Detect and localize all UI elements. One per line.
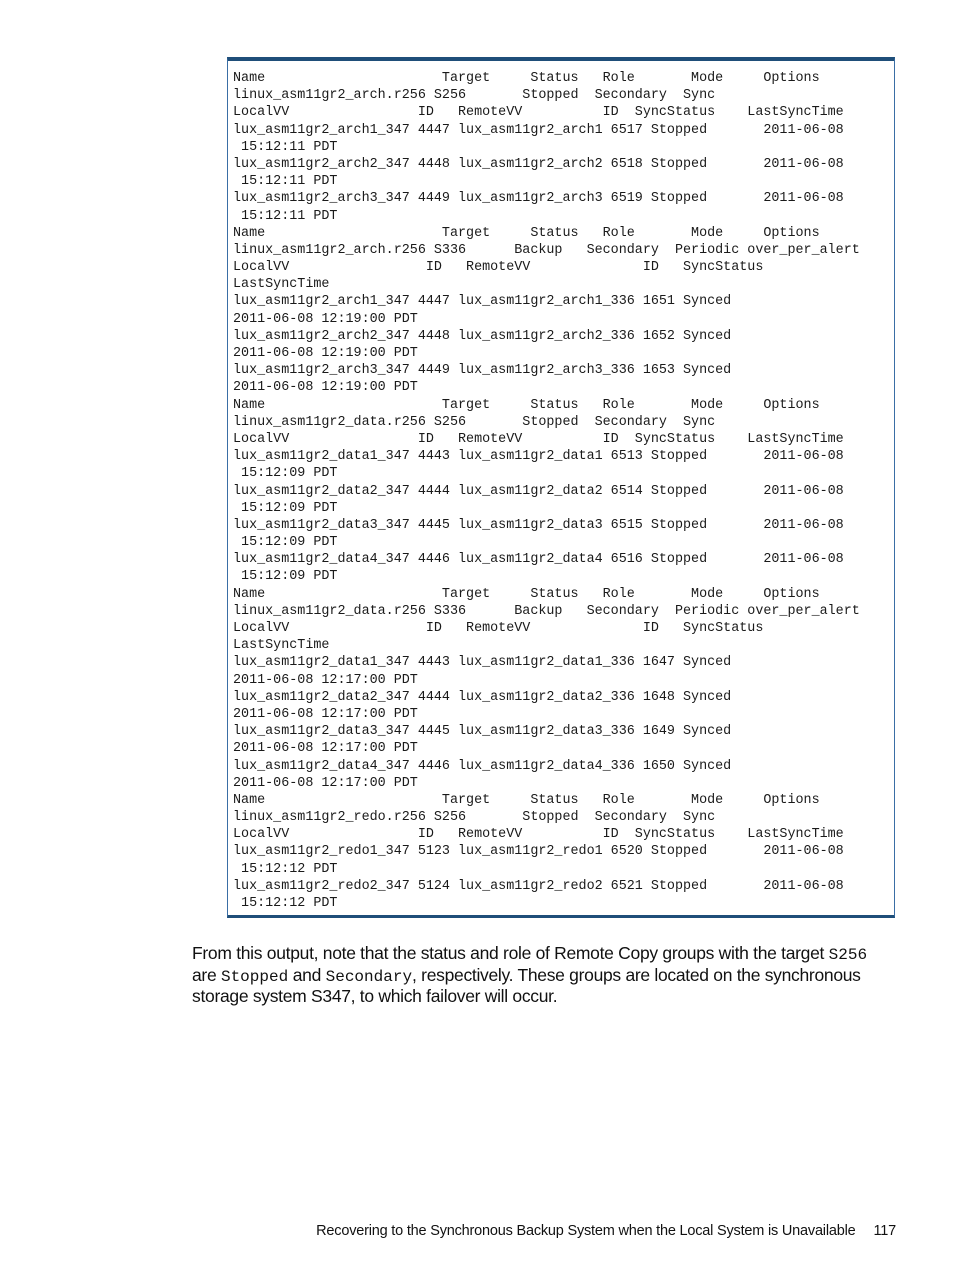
- page-number: 117: [873, 1223, 896, 1239]
- code-line: lux_asm11gr2_data4_347 4446 lux_asm11gr2_data4_336 1650 Synced: [233, 758, 732, 774]
- code-line: Name Target Status Role Mode Options: [233, 792, 820, 808]
- code-line: lux_asm11gr2_data1_347 4443 lux_asm11gr2_data1 6513 Stopped 2011-06-08: [233, 449, 844, 465]
- code-line: LastSyncTime: [233, 638, 330, 654]
- prose-text-2: are: [192, 964, 221, 985]
- footer-title: Recovering to the Synchronous Backup System when the Local System is Unavailable: [316, 1223, 856, 1239]
- code-line: lux_asm11gr2_redo2_347 5124 lux_asm11gr2_redo2 6521 Stopped 2011-06-08: [233, 878, 844, 894]
- page-footer: [316, 1223, 896, 1239]
- code-line: 15:12:09 PDT: [233, 466, 338, 482]
- code-line: Name Target Status Role Mode Options: [233, 586, 820, 602]
- code-line: 15:12:12 PDT: [233, 896, 338, 911]
- prose-text-1: From this output, note that the status and role of Remote Copy groups with the target: [192, 943, 829, 963]
- code-line: 2011-06-08 12:17:00 PDT: [233, 672, 418, 688]
- code-line: Name Target Status Role Mode Options: [233, 397, 820, 413]
- code-line: linux_asm11gr2_data.r256 S336 Backup Secondary Periodic over_per_alert: [233, 603, 860, 619]
- code-line: LocalVV ID RemoteVV ID SyncStatus: [233, 260, 764, 276]
- code-line: linux_asm11gr2_redo.r256 S256 Stopped Secondary Sync: [233, 810, 716, 826]
- code-line: linux_asm11gr2_arch.r256 S336 Backup Secondary Periodic over_per_alert: [233, 242, 860, 258]
- code-line: 2011-06-08 12:19:00 PDT: [233, 311, 418, 327]
- code-line: LocalVV ID RemoteVV ID SyncStatus LastSyncTime: [233, 827, 844, 843]
- code-output-box: [227, 57, 895, 918]
- code-line: Name Target Status Role Mode Options: [233, 71, 820, 86]
- code-line: lux_asm11gr2_data2_347 4444 lux_asm11gr2_data2 6514 Stopped 2011-06-08: [233, 483, 844, 499]
- code-line: 15:12:09 PDT: [233, 500, 338, 516]
- code-line: 2011-06-08 12:17:00 PDT: [233, 741, 418, 757]
- code-line: lux_asm11gr2_arch3_347 4449 lux_asm11gr2_arch3 6519 Stopped 2011-06-08: [233, 191, 844, 207]
- prose-text-4: , respectively. These groups are located on the synchronous storage system S347, to which failover will occur.: [192, 964, 861, 1007]
- code-line: linux_asm11gr2_arch.r256 S256 Stopped Secondary Sync: [233, 88, 716, 104]
- code-line: lux_asm11gr2_data3_347 4445 lux_asm11gr2_data3_336 1649 Synced: [233, 724, 732, 740]
- code-line: 2011-06-08 12:17:00 PDT: [233, 706, 418, 722]
- code-line: 2011-06-08 12:19:00 PDT: [233, 346, 418, 361]
- code-line: lux_asm11gr2_data3_347 4445 lux_asm11gr2_data3 6515 Stopped 2011-06-08: [233, 517, 844, 533]
- code-line: lux_asm11gr2_data2_347 4444 lux_asm11gr2_data2_336 1648 Synced: [233, 689, 732, 705]
- cli-output: [233, 70, 860, 912]
- status-code: Stopped: [220, 967, 289, 986]
- code-line: lux_asm11gr2_arch3_347 4449 lux_asm11gr2_arch3_336 1653 Synced: [233, 363, 732, 379]
- code-line: linux_asm11gr2_data.r256 S256 Stopped Secondary Sync: [233, 414, 716, 430]
- code-line: 2011-06-08 12:17:00 PDT: [233, 775, 418, 791]
- code-line: LocalVV ID RemoteVV ID SyncStatus: [233, 621, 764, 636]
- code-line: 15:12:09 PDT: [233, 535, 338, 551]
- explanation-paragraph: [192, 944, 892, 1007]
- code-line: 15:12:09 PDT: [233, 569, 338, 585]
- code-line: lux_asm11gr2_arch1_347 4447 lux_asm11gr2_arch1_336 1651 Synced: [233, 294, 732, 310]
- code-line: LocalVV ID RemoteVV ID SyncStatus LastSyncTime: [233, 105, 844, 121]
- code-line: lux_asm11gr2_data1_347 4443 lux_asm11gr2_data1_336 1647 Synced: [233, 655, 732, 671]
- code-line: 15:12:11 PDT: [233, 208, 338, 224]
- role-code: Secondary: [325, 967, 413, 986]
- target-code: S256: [828, 946, 868, 964]
- code-line: Name Target Status Role Mode Options: [233, 225, 820, 241]
- code-line: 2011-06-08 12:19:00 PDT: [233, 380, 418, 396]
- code-line: 15:12:12 PDT: [233, 861, 338, 877]
- code-line: LocalVV ID RemoteVV ID SyncStatus LastSyncTime: [233, 431, 844, 447]
- code-line: 15:12:11 PDT: [233, 139, 338, 155]
- code-line: 15:12:11 PDT: [233, 174, 338, 190]
- code-line: lux_asm11gr2_arch1_347 4447 lux_asm11gr2_arch1 6517 Stopped 2011-06-08: [233, 122, 844, 138]
- code-line: lux_asm11gr2_data4_347 4446 lux_asm11gr2_data4 6516 Stopped 2011-06-08: [233, 552, 844, 568]
- prose-text-3: and: [288, 964, 326, 985]
- code-line: LastSyncTime: [233, 277, 330, 293]
- code-line: lux_asm11gr2_redo1_347 5123 lux_asm11gr2_redo1 6520 Stopped 2011-06-08: [233, 844, 844, 860]
- code-line: lux_asm11gr2_arch2_347 4448 lux_asm11gr2_arch2_336 1652 Synced: [233, 328, 732, 344]
- code-line: lux_asm11gr2_arch2_347 4448 lux_asm11gr2_arch2 6518 Stopped 2011-06-08: [233, 156, 844, 172]
